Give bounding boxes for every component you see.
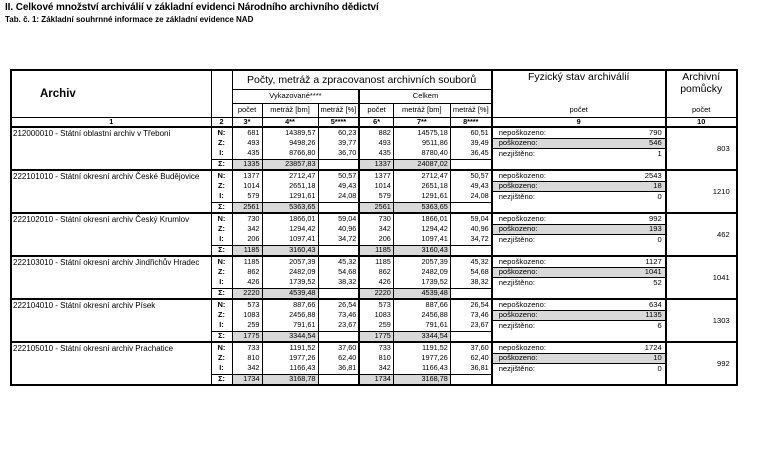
cell-metraz-bm: 1166,43 [262, 363, 318, 374]
cell-pocet: 1734 [232, 374, 262, 385]
cell-metraz-bm: 1866,01 [393, 213, 450, 224]
cell-pocet: 573 [232, 299, 262, 310]
archive-name: 222102010 - Státní okresní archiv Český Krumlov [11, 213, 211, 256]
cell-metraz-pct [318, 202, 359, 213]
cell-metraz-pct: 54,68 [450, 267, 491, 277]
state-value: 52 [577, 277, 666, 288]
cell-metraz-pct: 34,72 [450, 234, 491, 245]
header-metraz-pct: metráž [%] [318, 103, 359, 117]
col-number: 8**** [450, 117, 491, 127]
cell-pocet: 435 [359, 148, 393, 159]
cell-metraz-pct: 26,54 [450, 299, 491, 310]
state-spacer [492, 245, 577, 256]
row-key: Σ: [211, 159, 232, 170]
cell-metraz-pct [450, 245, 491, 256]
state-value: 0 [577, 191, 666, 202]
state-label: nepoškozeno: [498, 170, 546, 180]
cell-metraz-pct: 24,08 [318, 191, 359, 202]
state-label: nepoškozeno: [498, 342, 546, 352]
header-pocet: počet [492, 103, 666, 117]
state-value: 992 [577, 213, 666, 224]
archivni-pomucky-count: 803 [666, 127, 737, 170]
cell-pocet: 2561 [359, 202, 393, 213]
row-key: N: [211, 256, 232, 267]
table-row [11, 299, 737, 310]
cell-metraz-bm: 5363,65 [393, 202, 450, 213]
row-key: I: [211, 234, 232, 245]
cell-metraz-bm: 1739,52 [262, 277, 318, 288]
cell-metraz-bm: 1191,52 [393, 342, 450, 353]
row-key: Σ: [211, 288, 232, 299]
cell-metraz-pct: 59,04 [318, 213, 359, 224]
col-number: 5**** [318, 117, 359, 127]
header-metraz-bm: metráž [bm] [262, 103, 318, 117]
state-value: 634 [577, 299, 666, 310]
archivni-pomucky-count: 992 [666, 342, 737, 385]
row-key: I: [211, 320, 232, 331]
cell-pocet: 342 [232, 224, 262, 234]
cell-metraz-bm: 2057,39 [262, 256, 318, 267]
cell-metraz-pct: 62,40 [318, 353, 359, 363]
state-spacer [577, 202, 666, 213]
table-row [11, 256, 737, 267]
cell-metraz-pct: 39,49 [450, 138, 491, 148]
archive-name: 212000010 - Státní oblastní archiv v Třeboni [11, 127, 211, 170]
cell-pocet: 1014 [232, 181, 262, 191]
cell-metraz-pct: 23,67 [318, 320, 359, 331]
cell-pocet: 1083 [359, 310, 393, 320]
cell-metraz-bm: 9498,26 [262, 138, 318, 148]
table-row [11, 213, 737, 224]
cell-metraz-pct [318, 245, 359, 256]
row-key: N: [211, 170, 232, 181]
cell-pocet: 342 [359, 224, 393, 234]
state-label: poškozeno: [492, 181, 577, 191]
cell-metraz-pct: 36,70 [318, 148, 359, 159]
archivni-pomucky-count: 1303 [666, 299, 737, 342]
col-number: 4** [262, 117, 318, 127]
cell-metraz-bm: 5363,65 [262, 202, 318, 213]
header-archivni-pomucky: Archivní pomůcky [666, 70, 737, 103]
cell-pocet: 2220 [232, 288, 262, 299]
cell-metraz-bm: 1294,42 [262, 224, 318, 234]
cell-metraz-bm: 1291,61 [393, 191, 450, 202]
row-key: N: [211, 213, 232, 224]
cell-metraz-pct: 37,60 [318, 342, 359, 353]
table-row [11, 170, 737, 181]
cell-metraz-bm: 1097,41 [262, 234, 318, 245]
cell-pocet: 579 [232, 191, 262, 202]
cell-metraz-pct: 38,32 [318, 277, 359, 288]
cell-metraz-pct: 37,60 [450, 342, 491, 353]
cell-metraz-pct: 36,81 [318, 363, 359, 374]
state-value: 10 [577, 353, 666, 363]
state-value: 546 [577, 138, 666, 148]
cell-metraz-pct: 50,57 [318, 170, 359, 181]
cell-metraz-bm: 4539,48 [262, 288, 318, 299]
state-label: nezjištěno: [498, 363, 536, 373]
archive-name: 222103010 - Státní okresní archiv Jindřichův Hradec [11, 256, 211, 299]
state-value: 1135 [577, 310, 666, 320]
cell-pocet: 1734 [359, 374, 393, 385]
row-key: Σ: [211, 245, 232, 256]
col-number: 10 [666, 117, 737, 127]
cell-metraz-bm: 2651,18 [262, 181, 318, 191]
cell-metraz-bm: 1097,41 [393, 234, 450, 245]
cell-metraz-pct: 40,96 [318, 224, 359, 234]
cell-pocet: 862 [232, 267, 262, 277]
cell-metraz-bm: 3168,78 [262, 374, 318, 385]
cell-pocet: 493 [232, 138, 262, 148]
cell-metraz-bm: 3160,43 [393, 245, 450, 256]
cell-metraz-bm: 3344,54 [262, 331, 318, 342]
state-value: 0 [577, 363, 666, 374]
state-value: 1724 [577, 342, 666, 353]
col-number: 6* [359, 117, 393, 127]
cell-pocet: 2561 [232, 202, 262, 213]
cell-metraz-pct [318, 331, 359, 342]
cell-metraz-pct: 38,32 [450, 277, 491, 288]
cell-pocet: 810 [232, 353, 262, 363]
cell-pocet: 206 [232, 234, 262, 245]
cell-pocet: 426 [232, 277, 262, 288]
cell-pocet: 573 [359, 299, 393, 310]
cell-metraz-bm: 1294,42 [393, 224, 450, 234]
state-spacer [577, 288, 666, 299]
cell-metraz-pct: 50,57 [450, 170, 491, 181]
cell-metraz-bm: 2482,09 [262, 267, 318, 277]
cell-metraz-bm: 2456,88 [393, 310, 450, 320]
state-label: nezjištěno: [498, 148, 536, 158]
cell-metraz-pct: 45,32 [318, 256, 359, 267]
cell-metraz-bm: 3168,78 [393, 374, 450, 385]
cell-metraz-pct: 60,23 [318, 127, 359, 138]
header-celkem: Celkem [359, 89, 491, 103]
cell-metraz-bm: 14575,18 [393, 127, 450, 138]
cell-pocet: 1014 [359, 181, 393, 191]
cell-metraz-bm: 887,66 [393, 299, 450, 310]
cell-metraz-pct: 40,96 [450, 224, 491, 234]
header-metraz-bm: metráž [bm] [393, 103, 450, 117]
cell-metraz-bm: 1166,43 [393, 363, 450, 374]
state-spacer [577, 331, 666, 342]
header-metraz-pct: metráž [%] [450, 103, 491, 117]
cell-metraz-pct [450, 288, 491, 299]
header-pocet: počet [359, 103, 393, 117]
cell-metraz-bm: 1977,26 [393, 353, 450, 363]
cell-metraz-pct: 39,77 [318, 138, 359, 148]
cell-metraz-bm: 8766,80 [262, 148, 318, 159]
state-value: 0 [577, 234, 666, 245]
cell-metraz-pct: 26,54 [318, 299, 359, 310]
archive-name: 222101010 - Státní okresní archiv České Budějovice [11, 170, 211, 213]
cell-pocet: 342 [359, 363, 393, 374]
cell-metraz-pct: 24,08 [450, 191, 491, 202]
cell-pocet: 733 [232, 342, 262, 353]
row-key: Z: [211, 353, 232, 363]
cell-pocet: 342 [232, 363, 262, 374]
row-key: N: [211, 299, 232, 310]
state-spacer [492, 202, 577, 213]
row-key: I: [211, 277, 232, 288]
cell-metraz-pct: 23,67 [450, 320, 491, 331]
cell-pocet: 2220 [359, 288, 393, 299]
state-label: poškozeno: [492, 310, 577, 320]
state-value: 1127 [577, 256, 666, 267]
row-key: Z: [211, 310, 232, 320]
cell-pocet: 1335 [232, 159, 262, 170]
col-number: 2 [211, 117, 232, 127]
cell-metraz-bm: 3160,43 [262, 245, 318, 256]
state-value: 2543 [577, 170, 666, 181]
cell-pocet: 1185 [232, 256, 262, 267]
cell-metraz-bm: 2651,18 [393, 181, 450, 191]
archivni-pomucky-count: 1210 [666, 170, 737, 213]
cell-metraz-pct [450, 331, 491, 342]
cell-pocet: 882 [359, 127, 393, 138]
state-spacer [492, 288, 577, 299]
cell-metraz-pct [450, 159, 491, 170]
state-label: nepoškozeno: [498, 299, 546, 309]
cell-metraz-bm: 791,61 [262, 320, 318, 331]
cell-pocet: 1083 [232, 310, 262, 320]
cell-metraz-pct: 54,68 [318, 267, 359, 277]
row-key: I: [211, 363, 232, 374]
state-value: 1041 [577, 267, 666, 277]
state-label: poškozeno: [492, 224, 577, 234]
table-row [11, 342, 737, 353]
cell-metraz-bm: 1977,26 [262, 353, 318, 363]
archivni-pomucky-count: 1041 [666, 256, 737, 299]
state-value: 6 [577, 320, 666, 331]
table-row [11, 127, 737, 138]
cell-pocet: 730 [232, 213, 262, 224]
state-spacer [577, 374, 666, 385]
cell-metraz-bm: 9511,86 [393, 138, 450, 148]
header-fyzicky-stav: Fyzický stav archiválií [492, 70, 666, 103]
state-label: nepoškozeno: [498, 213, 546, 223]
cell-metraz-bm: 8780,40 [393, 148, 450, 159]
row-key: Σ: [211, 202, 232, 213]
cell-metraz-pct: 59,04 [450, 213, 491, 224]
cell-metraz-bm: 1191,52 [262, 342, 318, 353]
cell-pocet: 733 [359, 342, 393, 353]
state-label: poškozeno: [492, 267, 577, 277]
cell-metraz-pct: 34,72 [318, 234, 359, 245]
row-key: Z: [211, 138, 232, 148]
row-key: N: [211, 127, 232, 138]
state-value: 790 [577, 127, 666, 138]
header-counts-group: Počty, metráž a zpracovanost archivních souborů [232, 70, 492, 89]
state-value: 18 [577, 181, 666, 191]
cell-metraz-bm: 1866,01 [262, 213, 318, 224]
cell-metraz-pct [450, 202, 491, 213]
cell-metraz-pct [318, 288, 359, 299]
cell-metraz-pct: 60,51 [450, 127, 491, 138]
row-key: N: [211, 342, 232, 353]
cell-pocet: 426 [359, 277, 393, 288]
document-title: II. Celkové množství archiválií v základní evidenci Národního archivního dědictví [5, 2, 379, 13]
cell-pocet: 1185 [359, 256, 393, 267]
cell-metraz-bm: 2482,09 [393, 267, 450, 277]
cell-pocet: 1377 [232, 170, 262, 181]
cell-metraz-bm: 4539,48 [393, 288, 450, 299]
cell-metraz-bm: 887,66 [262, 299, 318, 310]
cell-pocet: 1185 [232, 245, 262, 256]
header-vykazovane: Vykazované**** [232, 89, 359, 103]
cell-metraz-bm: 2057,39 [393, 256, 450, 267]
cell-pocet: 1185 [359, 245, 393, 256]
cell-metraz-pct: 36,45 [450, 148, 491, 159]
archive-name: 222105010 - Státní okresní archiv Prachatice [11, 342, 211, 385]
cell-pocet: 579 [359, 191, 393, 202]
cell-metraz-pct: 73,46 [318, 310, 359, 320]
cell-pocet: 206 [359, 234, 393, 245]
col-number: 9 [492, 117, 666, 127]
col-number: 1 [11, 117, 211, 127]
state-spacer [577, 245, 666, 256]
cell-metraz-pct [318, 374, 359, 385]
row-key: Z: [211, 181, 232, 191]
cell-metraz-pct [318, 159, 359, 170]
row-key: I: [211, 191, 232, 202]
archivni-pomucky-count: 462 [666, 213, 737, 256]
cell-metraz-bm: 23857,83 [262, 159, 318, 170]
state-value: 1 [577, 148, 666, 159]
cell-metraz-bm: 2456,88 [262, 310, 318, 320]
cell-pocet: 1337 [359, 159, 393, 170]
cell-metraz-pct: 45,32 [450, 256, 491, 267]
col-number: 3* [232, 117, 262, 127]
cell-metraz-pct: 73,46 [450, 310, 491, 320]
cell-metraz-bm: 1739,52 [393, 277, 450, 288]
cell-metraz-bm: 1291,61 [262, 191, 318, 202]
state-spacer [492, 159, 577, 170]
cell-pocet: 810 [359, 353, 393, 363]
cell-pocet: 730 [359, 213, 393, 224]
row-key: Σ: [211, 374, 232, 385]
cell-metraz-bm: 14389,57 [262, 127, 318, 138]
header-pocet: počet [232, 103, 262, 117]
cell-metraz-pct [450, 374, 491, 385]
cell-metraz-bm: 24087,02 [393, 159, 450, 170]
state-label: nezjištěno: [498, 277, 536, 287]
header-pocet: počet [666, 103, 737, 117]
cell-metraz-bm: 2712,47 [262, 170, 318, 181]
cell-pocet: 259 [232, 320, 262, 331]
col-number: 7** [393, 117, 450, 127]
state-label: nezjištěno: [498, 320, 536, 330]
state-label: poškozeno: [492, 138, 577, 148]
row-key: Z: [211, 267, 232, 277]
cell-pocet: 1775 [232, 331, 262, 342]
cell-pocet: 862 [359, 267, 393, 277]
cell-metraz-pct: 49,43 [318, 181, 359, 191]
state-spacer [492, 331, 577, 342]
cell-pocet: 1377 [359, 170, 393, 181]
row-key: Σ: [211, 331, 232, 342]
cell-metraz-bm: 791,61 [393, 320, 450, 331]
cell-pocet: 259 [359, 320, 393, 331]
cell-metraz-pct: 36,81 [450, 363, 491, 374]
state-value: 193 [577, 224, 666, 234]
state-label: nezjištěno: [498, 234, 536, 244]
row-key: I: [211, 148, 232, 159]
state-spacer [492, 374, 577, 385]
cell-metraz-bm: 2712,47 [393, 170, 450, 181]
cell-metraz-pct: 49,43 [450, 181, 491, 191]
state-label: nepoškozeno: [498, 256, 546, 266]
archive-name: 222104010 - Státní okresní archiv Písek [11, 299, 211, 342]
cell-pocet: 1775 [359, 331, 393, 342]
state-spacer [577, 159, 666, 170]
cell-pocet: 493 [359, 138, 393, 148]
state-label: poškozeno: [492, 353, 577, 363]
cell-metraz-pct: 62,40 [450, 353, 491, 363]
row-key: Z: [211, 224, 232, 234]
header-archiv: Archiv [11, 70, 211, 117]
cell-pocet: 435 [232, 148, 262, 159]
state-label: nepoškozeno: [498, 127, 546, 137]
table-caption: Tab. č. 1: Základní souhrnné informace ze základní evidence NAD [5, 15, 254, 24]
nad-summary-table [10, 69, 738, 386]
cell-metraz-bm: 3344,54 [393, 331, 450, 342]
state-label: nezjištěno: [498, 191, 536, 201]
cell-pocet: 681 [232, 127, 262, 138]
